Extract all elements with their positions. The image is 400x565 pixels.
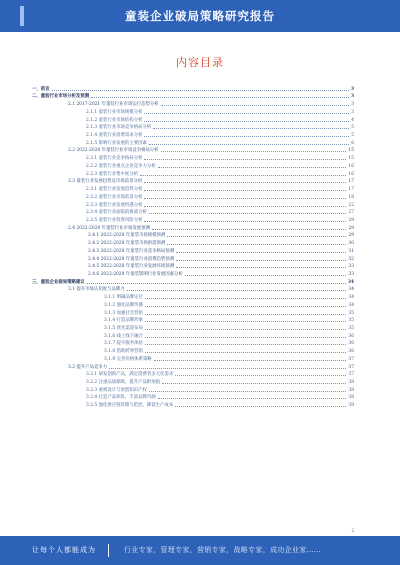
toc-entry[interactable]	[32, 192, 354, 200]
toc-entry[interactable]	[32, 246, 354, 254]
toc-leader-dots	[149, 213, 347, 214]
toc-entry-page: 27	[348, 210, 354, 216]
toc-leader-dots	[185, 275, 347, 276]
toc-entry[interactable]	[32, 99, 354, 107]
toc-entry-title: 3.1.4 打造品牌形象	[104, 318, 143, 324]
toc-entry-page: 36	[348, 333, 354, 339]
toc-entry[interactable]	[32, 362, 354, 370]
toc-leader-dots	[145, 321, 346, 322]
toc-entry-page: 37	[348, 364, 354, 370]
toc-entry[interactable]	[32, 300, 354, 308]
toc-entry-title: 3.1.1 明确品牌定位	[104, 295, 143, 301]
toc-entry-title: 3.1.6 线上线下融合	[104, 333, 143, 339]
toc-entry-title: 2.3.1 童装行业发展趋势分析	[86, 187, 143, 193]
toc-leader-dots	[167, 244, 346, 245]
toc-leader-dots	[153, 128, 349, 129]
toc-entry-title: 2.3 童装行业发展趋势及市场前景分析	[68, 179, 143, 185]
toc-leader-dots	[175, 375, 346, 376]
toc-leader-dots	[175, 406, 346, 407]
footer-banner	[0, 536, 400, 565]
toc-entry-page: 3	[350, 86, 354, 92]
toc-entry-page: 30	[348, 241, 354, 247]
toc-entry-title: 2.2.3 童装行业集中度分析	[86, 171, 139, 177]
toc-entry[interactable]	[32, 84, 354, 92]
toc-entry[interactable]	[32, 262, 354, 270]
toc-leader-dots	[149, 391, 347, 392]
toc-entry-page: 36	[348, 349, 354, 355]
toc-leader-dots	[140, 175, 346, 176]
toc-leader-dots	[176, 267, 346, 268]
toc-entry[interactable]	[32, 292, 354, 300]
footer-slogan-right: 行业专家，管理专家，营销专家，战略专家，成功企业家……	[124, 546, 322, 554]
toc-entry[interactable]	[32, 169, 354, 177]
toc-entry[interactable]	[32, 231, 354, 239]
toc-leader-dots	[87, 283, 346, 284]
toc-entry[interactable]	[32, 285, 354, 293]
toc-entry-title: 3.2.1 研发创新产品，满足消费者多元化需求	[86, 372, 174, 378]
toc-entry[interactable]	[32, 177, 354, 185]
toc-entry-title: 2.4.3 2022-2028 年童装行业竞争格局预测	[88, 248, 175, 254]
page-number: 2	[351, 528, 354, 533]
toc-entry-title: 2.1.3 童装行业市场竞争格局分析	[86, 125, 152, 131]
toc-entry-page: 32	[348, 256, 354, 262]
toc-leader-dots	[144, 206, 346, 207]
toc-entry-page: 38	[348, 380, 354, 386]
toc-entry-page: 29	[348, 217, 354, 223]
toc-entry-title: 2.1.1 童装行业市场规模分析	[86, 109, 143, 115]
toc-entry[interactable]	[32, 138, 354, 146]
toc-entry-title: 二、童装行业市场分析及预测	[32, 94, 90, 100]
toc-entry[interactable]	[32, 107, 354, 115]
toc-leader-dots	[145, 344, 346, 345]
toc-leader-dots	[144, 198, 346, 199]
toc-leader-dots	[144, 121, 349, 122]
table-of-contents	[32, 84, 354, 408]
toc-leader-dots	[145, 298, 346, 299]
toc-entry-page: 29	[348, 233, 354, 239]
footer-slogan-left: 让每个人都能成为	[32, 546, 96, 554]
toc-leader-dots	[145, 314, 346, 315]
toc-entry-page: 38	[348, 387, 354, 393]
toc-entry-title: 3.1 提升市场认知度与品牌力	[68, 287, 125, 293]
toc-entry-page: 17	[348, 179, 354, 185]
toc-entry-title: 2.4.6 2022-2028 年童装影响行业发展因素分析	[88, 271, 183, 277]
toc-entry-page: 3	[351, 102, 354, 108]
toc-entry-title: 2.4.1 2022-2028 年童装市场规模预测	[88, 233, 166, 239]
toc-entry-title: 3.1.5 优化渠道布局	[104, 326, 143, 331]
toc-entry[interactable]	[32, 130, 354, 138]
toc-leader-dots	[145, 337, 346, 338]
toc-leader-dots	[176, 252, 346, 253]
toc-entry-title: 2.2 2022-2028 年童装行业市场竞争格局分析	[68, 148, 159, 154]
toc-leader-dots	[144, 113, 349, 114]
toc-entry-page: 39	[348, 403, 354, 409]
toc-entry-page: 34	[348, 287, 354, 293]
toc-leader-dots	[91, 97, 349, 98]
toc-entry-title: 3.1.7 提升服务体验	[104, 341, 143, 347]
toc-leader-dots	[167, 236, 346, 237]
toc-leader-dots	[161, 105, 350, 106]
toc-entry[interactable]	[32, 308, 354, 316]
toc-entry-page: 35	[348, 310, 354, 316]
toc-leader-dots	[176, 260, 346, 261]
toc-entry-title: 2.4.2 2022-2028 年童装市场供需预测	[88, 241, 166, 247]
toc-entry-title: 2.3.2 童装行业市场前景分析	[86, 194, 143, 200]
toc-entry-title: 3.2.5 强化供应链管理与把控，降低生产成本	[86, 403, 174, 409]
toc-leader-dots	[144, 136, 349, 137]
toc-entry-page: 22	[348, 202, 354, 208]
toc-entry-page: 6	[351, 140, 354, 146]
toc-title: 内容目录	[176, 56, 224, 69]
toc-entry-title: 2.1.2 童装行业市场结构分析	[86, 117, 143, 123]
toc-entry-page: 29	[348, 225, 354, 231]
toc-entry-page: 16	[348, 171, 354, 177]
toc-entry-page: 37	[348, 356, 354, 362]
toc-entry-title: 2.1.4 童装行业消费需求分析	[86, 133, 143, 139]
toc-entry[interactable]	[32, 354, 354, 362]
toc-entry[interactable]	[32, 385, 354, 393]
toc-entry[interactable]	[32, 238, 354, 246]
toc-leader-dots	[145, 329, 346, 330]
toc-entry-title: 3.1.3 加强社会营销	[104, 310, 143, 316]
toc-leader-dots	[149, 144, 349, 145]
toc-entry[interactable]	[32, 346, 354, 354]
toc-entry-page: 36	[348, 341, 354, 347]
toc-leader-dots	[162, 383, 346, 384]
toc-entry[interactable]	[32, 377, 354, 385]
toc-leader-dots	[144, 221, 346, 222]
toc-leader-dots	[158, 167, 347, 168]
toc-entry-title: 3.1.2 强化品牌传播	[104, 302, 143, 308]
report-title: 童装企业破局策略研究报告	[125, 9, 275, 23]
toc-entry[interactable]	[32, 323, 354, 331]
toc-entry-title: 2.4.4 2022-2028 年童装行业消费趋势预测	[88, 256, 175, 262]
toc-entry[interactable]	[32, 208, 354, 216]
toc-entry-page: 17	[348, 187, 354, 193]
toc-entry[interactable]	[32, 277, 354, 285]
toc-entry[interactable]	[32, 215, 354, 223]
toc-entry[interactable]	[32, 269, 354, 277]
toc-entry[interactable]	[32, 331, 354, 339]
toc-entry-page: 38	[348, 395, 354, 401]
toc-leader-dots	[109, 368, 346, 369]
toc-entry-page: 34	[348, 295, 354, 301]
toc-entry-title: 2.4 2022-2028 年童装行业市场发展预测	[68, 225, 150, 231]
toc-leader-dots	[145, 352, 346, 353]
toc-entry-title: 2.4.5 2022-2028 年童装行业发展环境预测	[88, 264, 175, 270]
toc-entry-title: 2.2.1 童装行业竞争格局分析	[86, 156, 143, 162]
toc-entry-page: 15	[348, 156, 354, 162]
toc-entry-title: 3.1.8 借助跨界营销	[104, 349, 143, 355]
toc-entry[interactable]	[32, 393, 354, 401]
toc-entry-title: 三、童装企业破局策略建议	[32, 279, 85, 285]
toc-leader-dots	[144, 182, 346, 183]
toc-entry-page: 35	[348, 318, 354, 324]
toc-entry-title: 2.1 2017-2021 年童装行业市场运行态势分析	[68, 102, 159, 108]
toc-entry-page: 3	[350, 94, 354, 100]
header-banner	[0, 0, 400, 32]
toc-entry-page: 33	[348, 264, 354, 270]
toc-entry[interactable]	[32, 316, 354, 324]
toc-entry[interactable]	[32, 115, 354, 123]
toc-entry-title: 2.1.5 影响行业发展的主要因素	[86, 140, 147, 146]
toc-entry-page: 4	[351, 117, 354, 123]
toc-entry-title: 3.2 提升产品竞争力	[68, 364, 108, 370]
toc-entry[interactable]	[32, 200, 354, 208]
toc-entry-page: 16	[348, 163, 354, 169]
toc-entry-page: 35	[348, 326, 354, 331]
toc-leader-dots	[127, 290, 347, 291]
toc-leader-dots	[52, 90, 349, 91]
toc-entry-title: 2.3.4 童装行业面临的挑战分析	[86, 210, 147, 216]
toc-entry[interactable]	[32, 161, 354, 169]
footer-divider	[108, 544, 109, 557]
toc-entry-page: 5	[351, 133, 354, 139]
toc-entry-page: 31	[348, 248, 354, 254]
toc-entry[interactable]	[32, 339, 354, 347]
toc-entry[interactable]	[32, 153, 354, 161]
toc-entry-page: 5	[351, 125, 354, 131]
toc-entry-page: 18	[348, 194, 354, 200]
toc-leader-dots	[144, 159, 346, 160]
toc-entry-page: 15	[348, 148, 354, 154]
toc-entry[interactable]	[32, 92, 354, 100]
toc-entry-title: 3.1.9 完善价格体系策略	[104, 356, 152, 362]
toc-leader-dots	[152, 229, 347, 230]
toc-entry-title: 2.2.2 童装行业重点企业竞争力分析	[86, 163, 156, 169]
toc-entry-page: 33	[348, 271, 354, 277]
toc-entry-title: 2.3.3 童装行业发展机遇分析	[86, 202, 143, 208]
toc-entry[interactable]	[32, 223, 354, 231]
toc-entry-title: 3.2.3 重视设计与原创知识产权	[86, 387, 147, 393]
toc-entry-title: 一、前言	[32, 86, 50, 92]
toc-entry-page: 34	[348, 302, 354, 308]
toc-leader-dots	[154, 360, 347, 361]
toc-entry-title: 3.2.2 注重品质保障，提升产品附加值	[86, 380, 161, 386]
toc-entry[interactable]	[32, 123, 354, 131]
toc-entry[interactable]	[32, 400, 354, 408]
toc-entry[interactable]	[32, 184, 354, 192]
toc-entry-title: 2.3.5 童装行业投资风险分析	[86, 217, 143, 223]
toc-entry-page: 34	[347, 279, 354, 285]
toc-entry-title: 3.2.4 打造产品矩阵，丰富品牌内涵	[86, 395, 156, 401]
toc-leader-dots	[144, 190, 346, 191]
toc-entry-page: 3	[351, 109, 354, 115]
toc-entry[interactable]	[32, 370, 354, 378]
toc-leader-dots	[161, 151, 347, 152]
toc-entry[interactable]	[32, 146, 354, 154]
toc-leader-dots	[145, 306, 346, 307]
toc-leader-dots	[158, 398, 347, 399]
toc-entry[interactable]	[32, 254, 354, 262]
toc-entry-page: 37	[348, 372, 354, 378]
